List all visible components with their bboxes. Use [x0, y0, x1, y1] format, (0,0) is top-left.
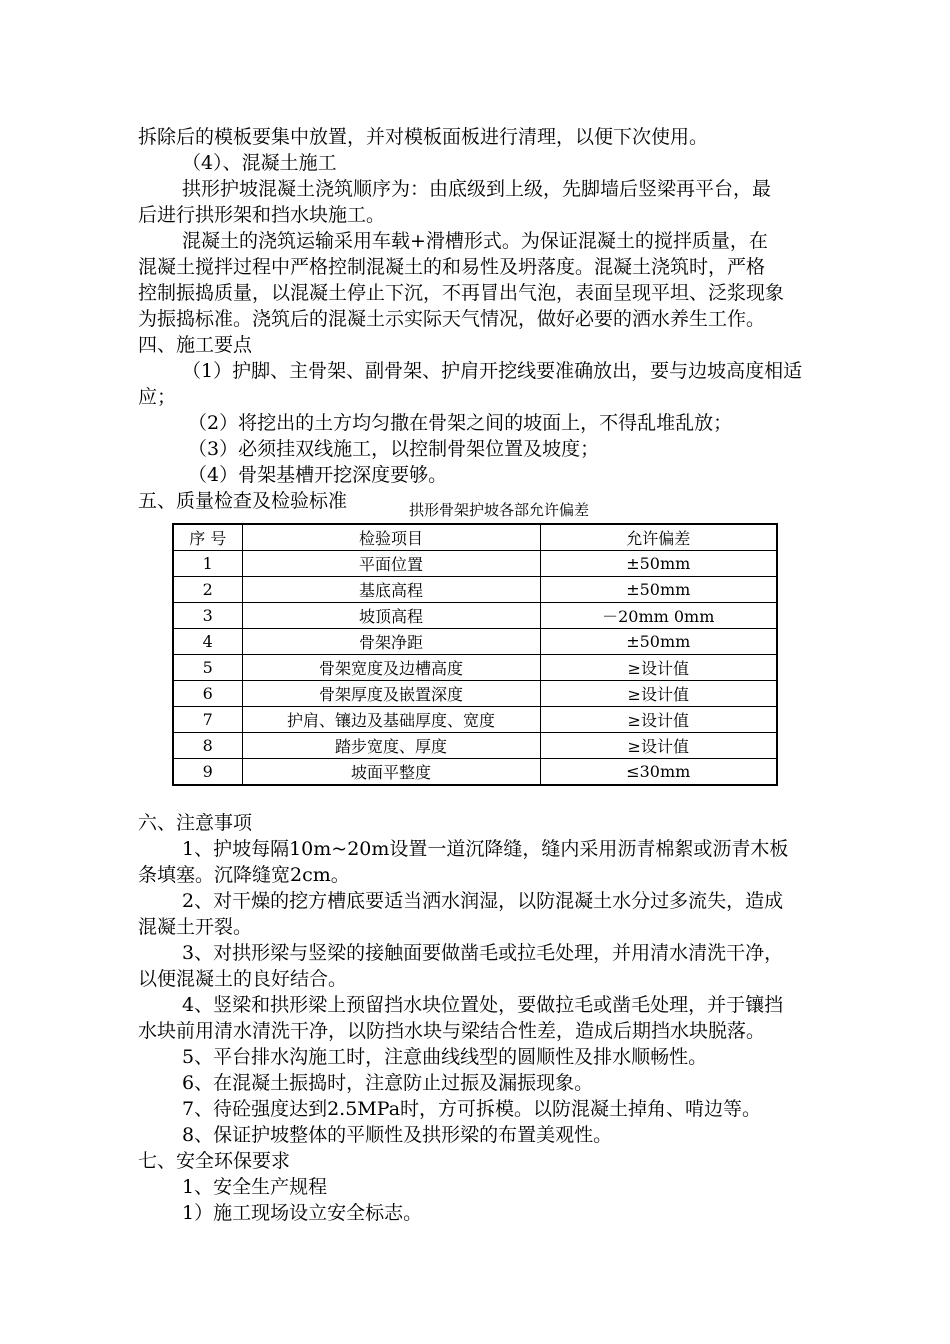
subsection-heading: （4）、混凝土施工	[182, 152, 337, 174]
paragraph-line: 以便混凝土的良好结合。	[138, 968, 348, 990]
section-heading: 七、安全环保要求	[138, 1150, 291, 1172]
paragraph-line: 后进行拱形架和挡水块施工。	[138, 204, 386, 226]
paragraph-line: 水块前用清水清洗干净，以防挡水块与梁结合性差，造成后期挡水块脱落。	[138, 1020, 766, 1042]
paragraph-line: 7、待砼强度达到2.5MPa时，方可拆模。以防混凝土掉角、啃边等。	[182, 1098, 762, 1120]
table-cell: 1	[173, 551, 242, 577]
table-cell: 骨架宽度及边槽高度	[242, 655, 540, 681]
table-cell: 坡顶高程	[242, 603, 540, 629]
paragraph-line: 混凝土的浇筑运输采用车载+滑槽形式。为保证混凝土的搅拌质量，在	[182, 230, 768, 252]
table-cell: 8	[173, 733, 242, 759]
paragraph-line: 5、平台排水沟施工时，注意曲线线型的圆顺性及排水顺畅性。	[182, 1046, 708, 1068]
table-cell: ≥设计值	[540, 733, 777, 759]
table-cell: 5	[173, 655, 242, 681]
paragraph-line: （4）骨架基槽开挖深度要够。	[188, 464, 448, 486]
paragraph-line: 3、对拱形梁与竖梁的接触面要做凿毛或拉毛处理，并用清水清洗干净，	[182, 942, 784, 964]
table-cell: 6	[173, 681, 242, 707]
paragraph-line: 6、在混凝土振捣时，注意防止过振及漏振现象。	[182, 1072, 594, 1094]
paragraph-line: 混凝土开裂。	[138, 916, 253, 938]
table-row	[173, 655, 777, 681]
table-cell: ≤30mm	[540, 759, 777, 786]
paragraph-line: 1）施工现场设立安全标志。	[182, 1202, 423, 1224]
table-cell: ≥设计值	[540, 681, 777, 707]
table-row	[173, 629, 777, 655]
table-row	[173, 681, 777, 707]
section-heading: 六、注意事项	[138, 812, 253, 834]
paragraph-line: 1、护坡每隔10m~20m设置一道沉降缝，缝内采用沥青棉絮或沥青木板	[182, 838, 789, 860]
paragraph-line: 4、竖梁和拱形梁上预留挡水块位置处，要做拉毛或凿毛处理，并于镶挡	[182, 994, 784, 1016]
table-row	[173, 577, 777, 603]
table-cell: 骨架净距	[242, 629, 540, 655]
table-row	[173, 551, 777, 577]
table-cell: 基底高程	[242, 577, 540, 603]
table-cell: 3	[173, 603, 242, 629]
subsection-heading: 1、安全生产规程	[182, 1176, 328, 1198]
paragraph-line: 为振捣标准。浇筑后的混凝土示实际天气情况，做好必要的洒水养生工作。	[138, 308, 766, 330]
section-heading: 五、质量检查及检验标准	[138, 490, 348, 512]
table-cell: 踏步宽度、厚度	[242, 733, 540, 759]
table-cell: 坡面平整度	[242, 759, 540, 786]
paragraph-line: 应；	[138, 386, 177, 408]
paragraph-line: 拱形护坡混凝土浇筑顺序为：由底级到上级，先脚墙后竖梁再平台，最	[182, 178, 772, 200]
section-heading: 四、施工要点	[138, 334, 253, 356]
table-cell: ±50mm	[540, 551, 777, 577]
table-row	[173, 759, 777, 786]
table-cell: －20mm 0mm	[540, 603, 777, 629]
table-cell: ≥设计值	[540, 707, 777, 733]
paragraph-line: （3）必须挂双线施工，以控制骨架位置及坡度；	[188, 438, 600, 460]
table-cell: 护肩、镶边及基础厚度、宽度	[242, 707, 540, 733]
table-cell: 7	[173, 707, 242, 733]
paragraph-line: 8、保证护坡整体的平顺性及拱形梁的布置美观性。	[182, 1124, 613, 1146]
table-cell: 9	[173, 759, 242, 786]
table-caption: 拱形骨架护坡各部允许偏差	[408, 501, 589, 519]
table-cell: 2	[173, 577, 242, 603]
table-cell: 骨架厚度及嵌置深度	[242, 681, 540, 707]
table-row	[173, 707, 777, 733]
column-header: 检验项目	[242, 524, 540, 551]
tolerance-table	[172, 523, 778, 786]
table-cell: ±50mm	[540, 629, 777, 655]
table-cell: ≥设计值	[540, 655, 777, 681]
column-header: 允许偏差	[540, 524, 777, 551]
paragraph-line: （2）将挖出的土方均匀撒在骨架之间的坡面上，不得乱堆乱放；	[188, 412, 733, 434]
paragraph-line: （1）护脚、主骨架、副骨架、护肩开挖线要准确放出，要与边坡高度相适	[182, 360, 803, 382]
table-cell: 平面位置	[242, 551, 540, 577]
table-cell: 4	[173, 629, 242, 655]
table-cell: ±50mm	[540, 577, 777, 603]
paragraph-line: 控制振捣质量，以混凝土停止下沉，不再冒出气泡，表面呈现平坦、泛浆现象	[138, 282, 785, 304]
table-row	[173, 733, 777, 759]
paragraph-line: 2、对干燥的挖方槽底要适当洒水润湿，以防混凝土水分过多流失，造成	[182, 890, 784, 912]
paragraph-line: 条填塞。沉降缝宽2cm。	[138, 864, 350, 886]
table-header-row	[173, 524, 777, 551]
table-row	[173, 603, 777, 629]
paragraph-line: 拆除后的模板要集中放置，并对模板面板进行清理，以便下次使用。	[138, 126, 709, 148]
column-header: 序 号	[173, 524, 242, 551]
paragraph-line: 混凝土搅拌过程中严格控制混凝土的和易性及坍落度。混凝土浇筑时，严格	[138, 256, 766, 278]
